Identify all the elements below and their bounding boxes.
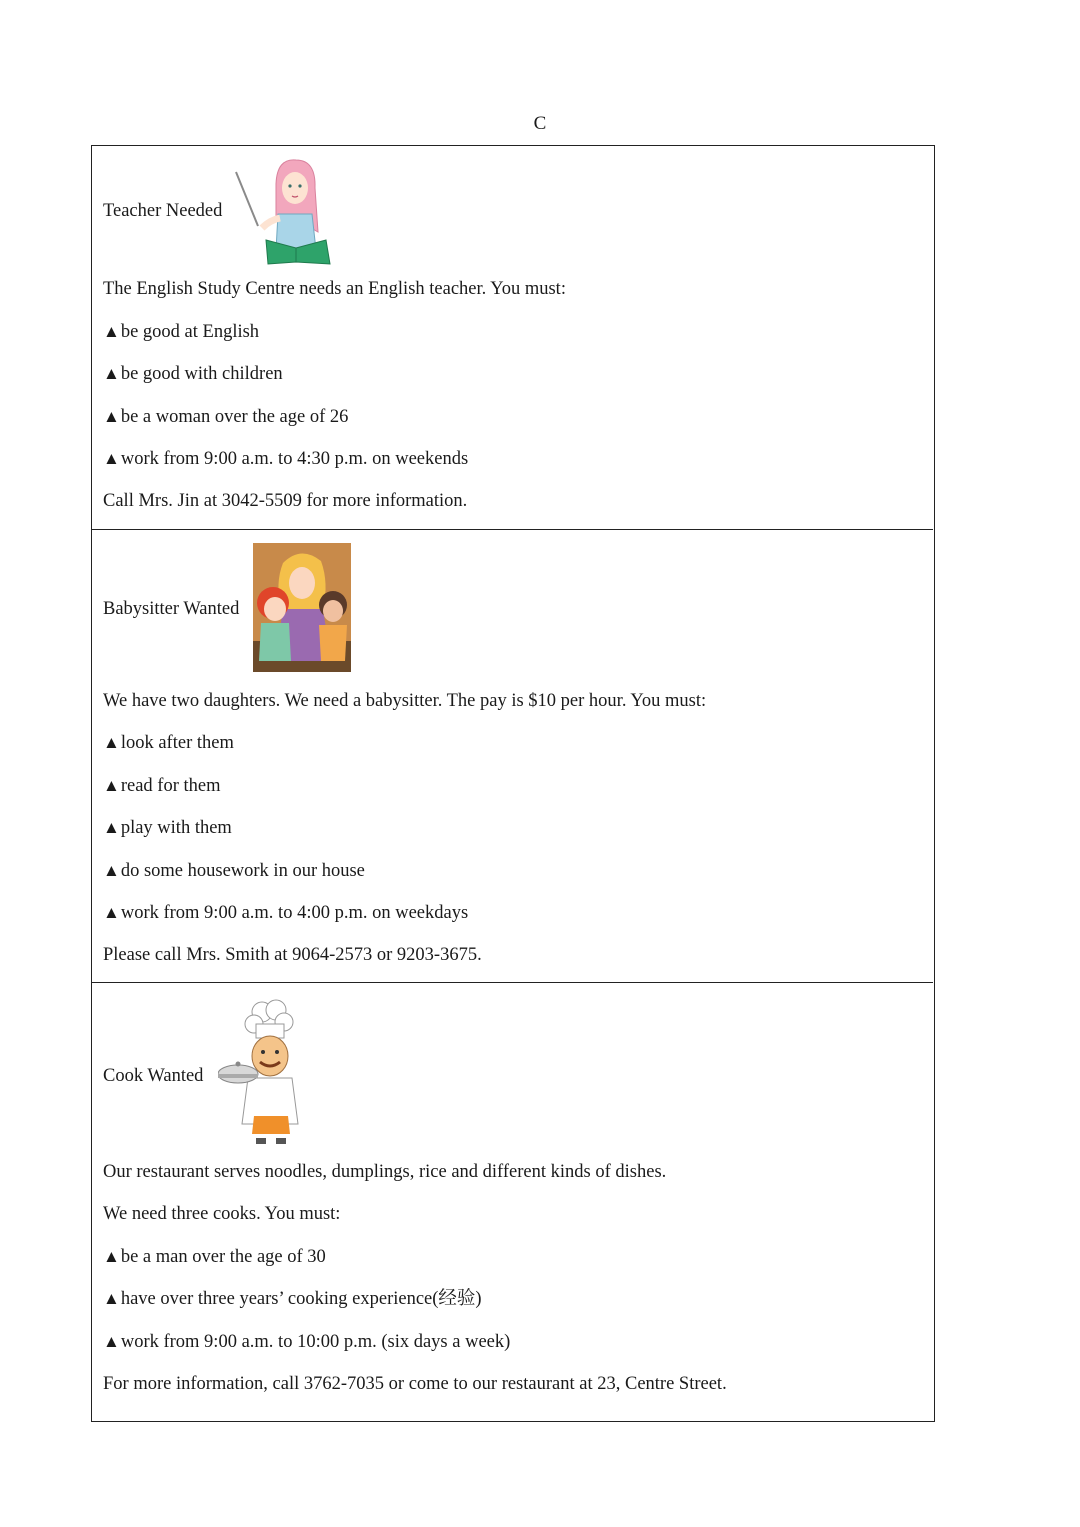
requirement-item: ▲be good at English [103,322,260,342]
bullet-triangle-icon: ▲ [103,364,120,383]
bullet-triangle-icon: ▲ [103,861,120,880]
job-ads-table [91,145,935,1422]
bullet-triangle-icon: ▲ [103,1247,120,1266]
ad-title: Teacher Needed [103,201,223,221]
ad-title: Babysitter Wanted [103,599,240,619]
bullet-triangle-icon: ▲ [103,903,120,922]
babysitter-icon [253,543,351,672]
requirement-item: ▲work from 9:00 a.m. to 4:00 p.m. on weekdays [103,903,469,923]
requirement-item: ▲do some housework in our house [103,861,365,881]
section-letter: C [533,113,547,134]
requirement-item: ▲play with them [103,818,232,838]
requirement-item: ▲be a woman over the age of 26 [103,407,349,427]
bullet-triangle-icon: ▲ [103,776,120,795]
ad-babysitter [92,529,933,982]
ad-contact: Please call Mrs. Smith at 9064-2573 or 9203-3675. [103,945,482,965]
requirement-item: ▲work from 9:00 a.m. to 4:30 p.m. on weekends [103,449,469,469]
bullet-triangle-icon: ▲ [103,407,120,426]
bullet-triangle-icon: ▲ [103,322,120,341]
bullet-triangle-icon: ▲ [103,1332,120,1351]
bullet-triangle-icon: ▲ [103,818,120,837]
bullet-triangle-icon: ▲ [103,1289,120,1308]
requirement-item: ▲read for them [103,776,221,796]
requirement-item: ▲be good with children [103,364,283,384]
ad-intro: The English Study Centre needs an English teacher. You must: [103,279,566,299]
ad-teacher [92,146,933,529]
requirement-item: ▲look after them [103,733,234,753]
requirement-item: ▲work from 9:00 a.m. to 10:00 p.m. (six days a week) [103,1332,511,1352]
chef-icon [218,998,316,1148]
ad-intro: We have two daughters. We need a babysitter. The pay is $10 per hour. You must: [103,691,707,711]
requirement-item: ▲be a man over the age of 30 [103,1247,326,1267]
requirement-item: ▲have over three years’ cooking experience(经验) [103,1289,482,1309]
bullet-triangle-icon: ▲ [103,733,120,752]
ad-title: Cook Wanted [103,1066,204,1086]
ad-intro: Our restaurant serves noodles, dumplings, rice and different kinds of dishes. [103,1162,667,1182]
bullet-triangle-icon: ▲ [103,449,120,468]
ad-contact: Call Mrs. Jin at 3042-5509 for more information. [103,491,468,511]
teacher-icon [232,154,342,266]
ad-cook [92,982,933,1420]
ad-contact: For more information, call 3762-7035 or come to our restaurant at 23, Centre Street. [103,1374,727,1394]
ad-intro-2: We need three cooks. You must: [103,1204,341,1224]
